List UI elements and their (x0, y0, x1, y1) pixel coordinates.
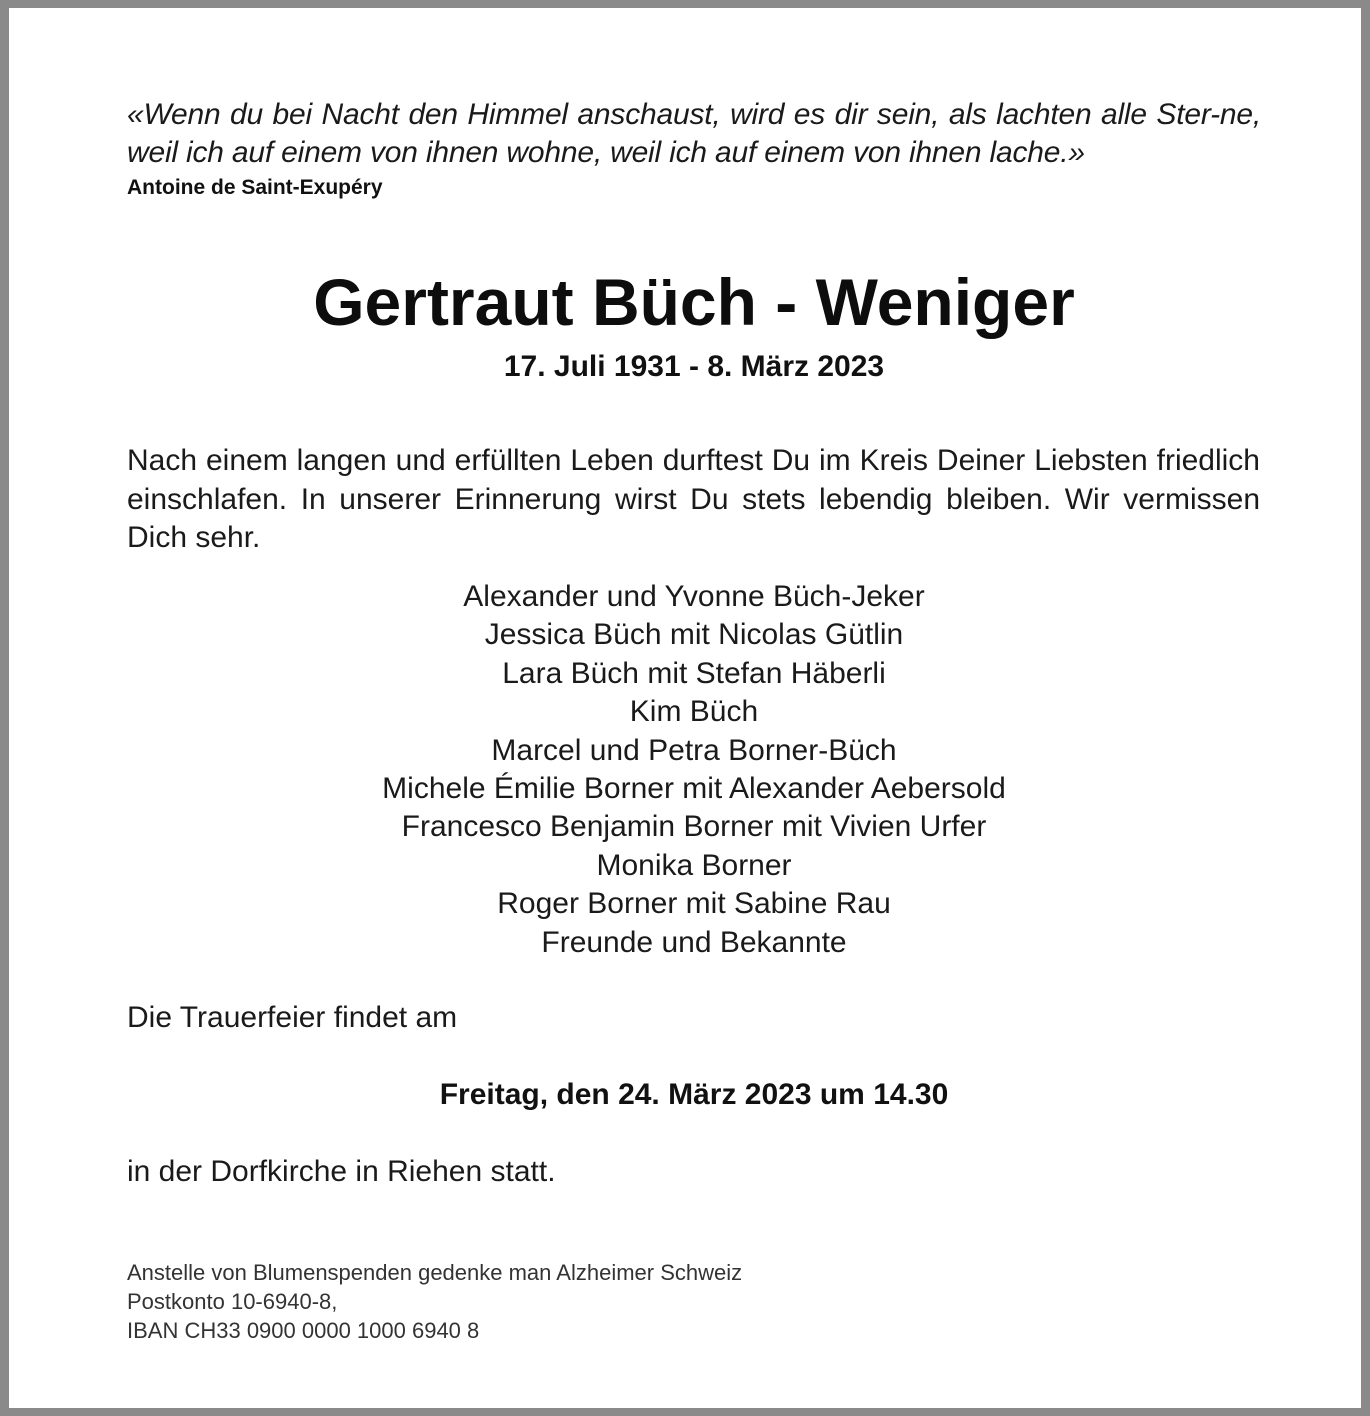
ceremony-place: in der Dorfkirche in Riehen statt. (127, 1155, 556, 1188)
mourners-list (9, 578, 1370, 962)
mourner-entry: Freunde und Bekannte (541, 925, 847, 959)
ceremony-date: Freitag, den 24. März 2023 um 14.30 (439, 1078, 949, 1111)
mourner-entry: Kim Büch (629, 695, 759, 729)
postal-account: Postkonto 10-6940-8, (127, 1289, 338, 1314)
mourner-entry: Francesco Benjamin Borner mit Vivien Urfer (401, 810, 987, 844)
mourner-entry: Monika Borner (596, 848, 792, 882)
mourner-entry: Jessica Büch mit Nicolas Gütlin (484, 618, 904, 652)
epigraph-quote: «Wenn du bei Nacht den Himmel anschaust, wird es dir sein, als lachten alle Ster-ne, weil ich auf einem von ihnen wohne, weil ich auf einem von ihnen lache.» (127, 98, 1261, 169)
mourner-entry: Michele Émilie Borner mit Alexander Aebersold (382, 772, 1006, 806)
life-dates: 17. Juli 1931 - 8. März 2023 (503, 350, 885, 383)
quote-author: Antoine de Saint-Exupéry (127, 176, 383, 199)
deceased-name: Gertraut Büch - Weniger (313, 265, 1075, 339)
farewell-message: Nach einem langen und erfüllten Leben durftest Du im Kreis Deiner Liebsten friedlich einschlafen. In unserer Erinnerung wirst Du stets lebendig bleiben. Wir vermissen Dich sehr. (127, 444, 1260, 554)
donation-note: Anstelle von Blumenspenden gedenke man Alzheimer Schweiz (127, 1260, 743, 1285)
mourner-entry: Lara Büch mit Stefan Häberli (502, 656, 886, 690)
mourner-entry: Alexander und Yvonne Büch-Jeker (463, 580, 925, 613)
ceremony-intro: Die Trauerfeier findet am (127, 1001, 458, 1034)
iban: IBAN CH33 0900 0000 1000 6940 8 (127, 1318, 480, 1343)
donation-info (127, 1258, 742, 1345)
mourner-entry: Marcel und Petra Borner-Büch (491, 733, 897, 767)
mourner-entry: Roger Borner mit Sabine Rau (497, 887, 891, 921)
